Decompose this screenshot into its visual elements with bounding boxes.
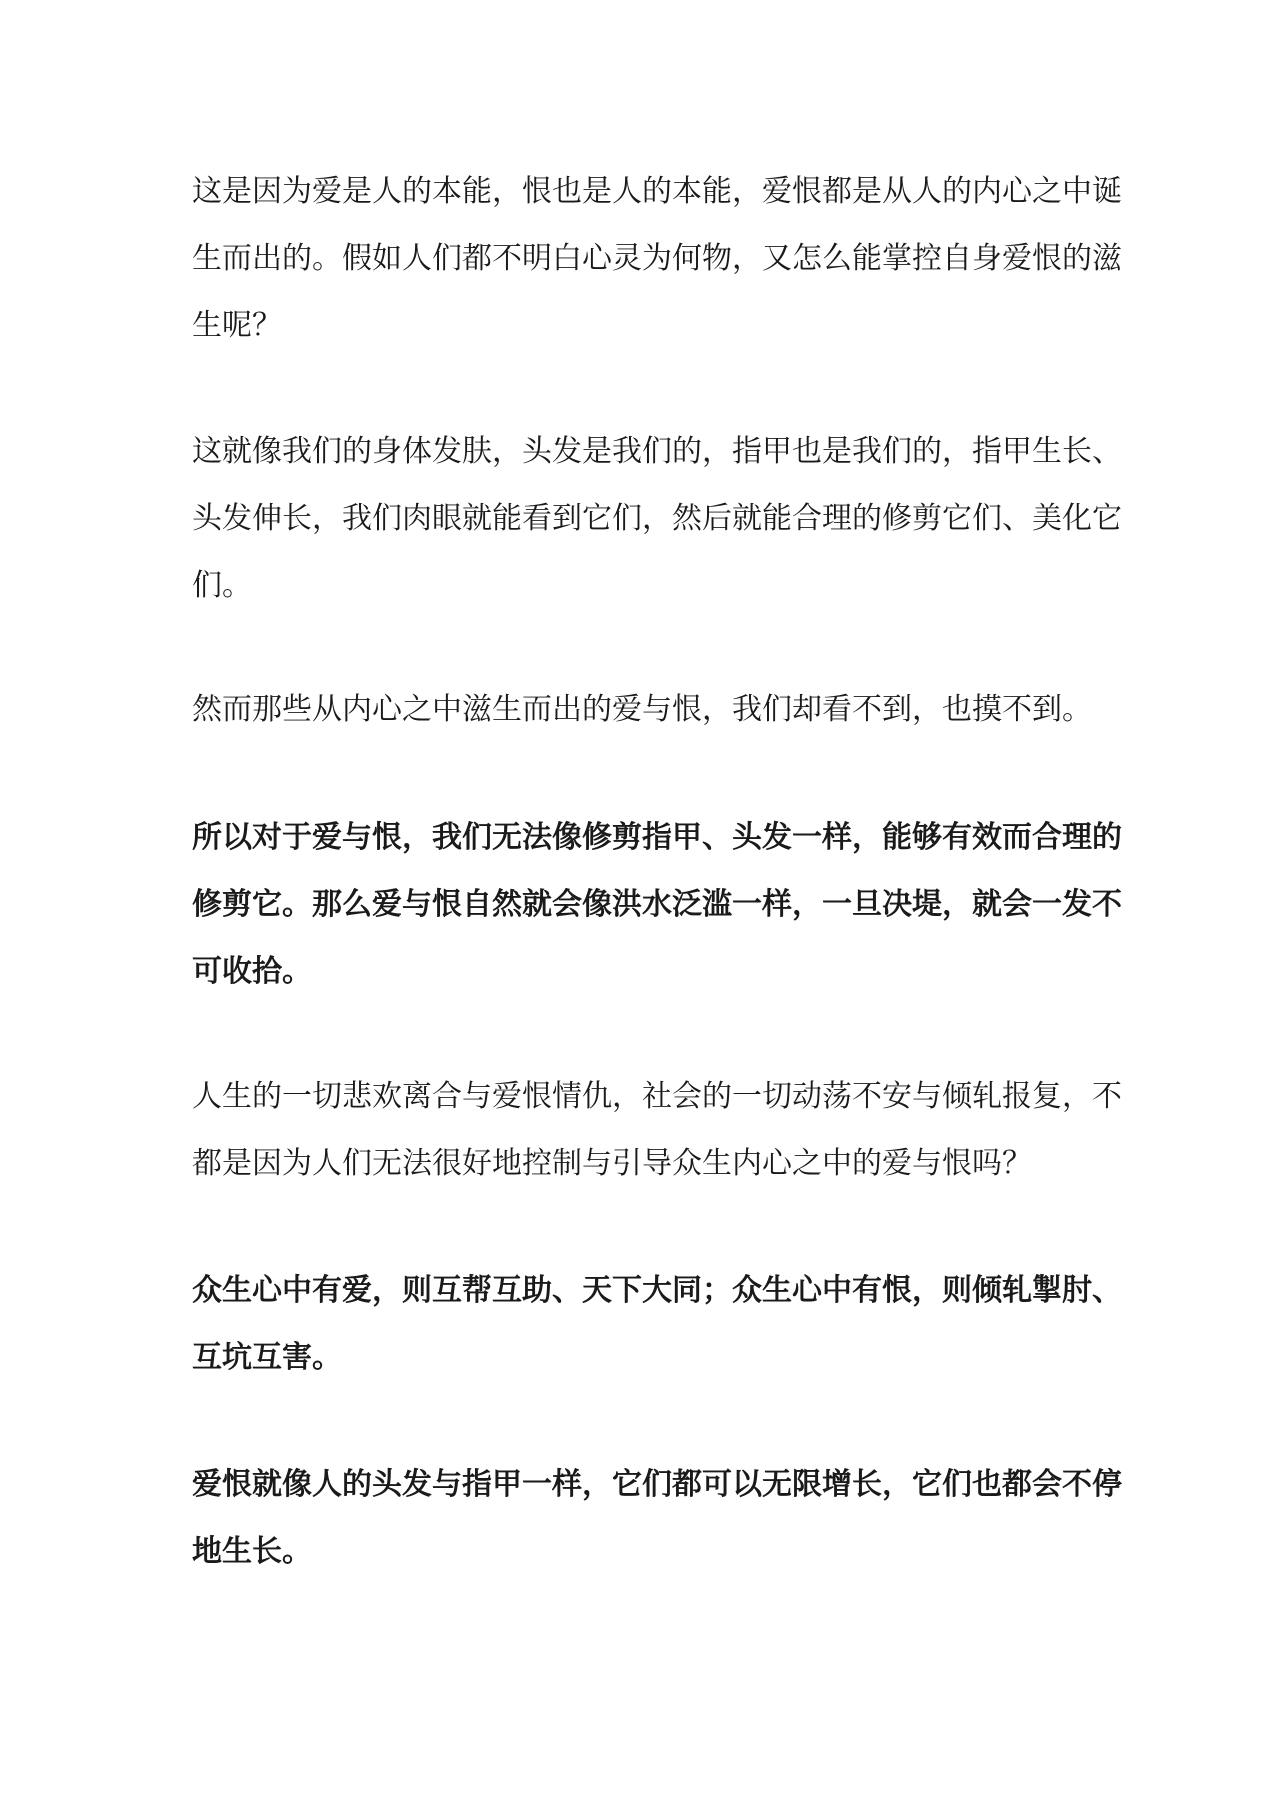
paragraph-line: 生而出的。假如人们都不明白心灵为何物，又怎么能掌控自身爱恨的滋 bbox=[192, 241, 1122, 276]
paragraph-line: 头发伸长，我们肉眼就能看到它们，然后就能合理的修剪它们、美化它 bbox=[192, 501, 1122, 536]
paragraph-line: 爱恨就像人的头发与指甲一样，它们都可以无限增长，它们也都会不停 bbox=[192, 1467, 1122, 1502]
paragraph-7-bold bbox=[192, 1451, 1122, 1585]
paragraph-line: 这就像我们的身体发肤，头发是我们的，指甲也是我们的，指甲生长、 bbox=[192, 434, 1122, 469]
paragraph-line: 修剪它。那么爱与恨自然就会像洪水泛滥一样，一旦决堤，就会一发不 bbox=[192, 887, 1122, 922]
paragraph-2 bbox=[192, 418, 1122, 619]
paragraph-line: 地生长。 bbox=[192, 1534, 312, 1569]
paragraph-line: 然而那些从内心之中滋生而出的爱与恨，我们却看不到，也摸不到。 bbox=[192, 692, 1092, 727]
paragraph-line: 这是因为爱是人的本能，恨也是人的本能，爱恨都是从人的内心之中诞 bbox=[192, 174, 1122, 209]
paragraph-line: 人生的一切悲欢离合与爱恨情仇，社会的一切动荡不安与倾轧报复，不 bbox=[192, 1079, 1122, 1114]
paragraph-3 bbox=[192, 676, 1092, 743]
paragraph-line: 互坑互害。 bbox=[192, 1340, 342, 1375]
paragraph-line: 众生心中有爱，则互帮互助、天下大同；众生心中有恨，则倾轧掣肘、 bbox=[192, 1273, 1122, 1308]
paragraph-5 bbox=[192, 1063, 1122, 1197]
paragraph-line: 所以对于爱与恨，我们无法像修剪指甲、头发一样，能够有效而合理的 bbox=[192, 820, 1122, 855]
paragraph-4-bold bbox=[192, 804, 1122, 1005]
paragraph-line: 们。 bbox=[192, 568, 252, 603]
paragraph-1 bbox=[192, 158, 1122, 359]
paragraph-line: 生呢？ bbox=[192, 308, 282, 343]
paragraph-6-bold bbox=[192, 1257, 1122, 1391]
paragraph-line: 可收拾。 bbox=[192, 954, 312, 989]
paragraph-line: 都是因为人们无法很好地控制与引导众生内心之中的爱与恨吗？ bbox=[192, 1146, 1032, 1181]
